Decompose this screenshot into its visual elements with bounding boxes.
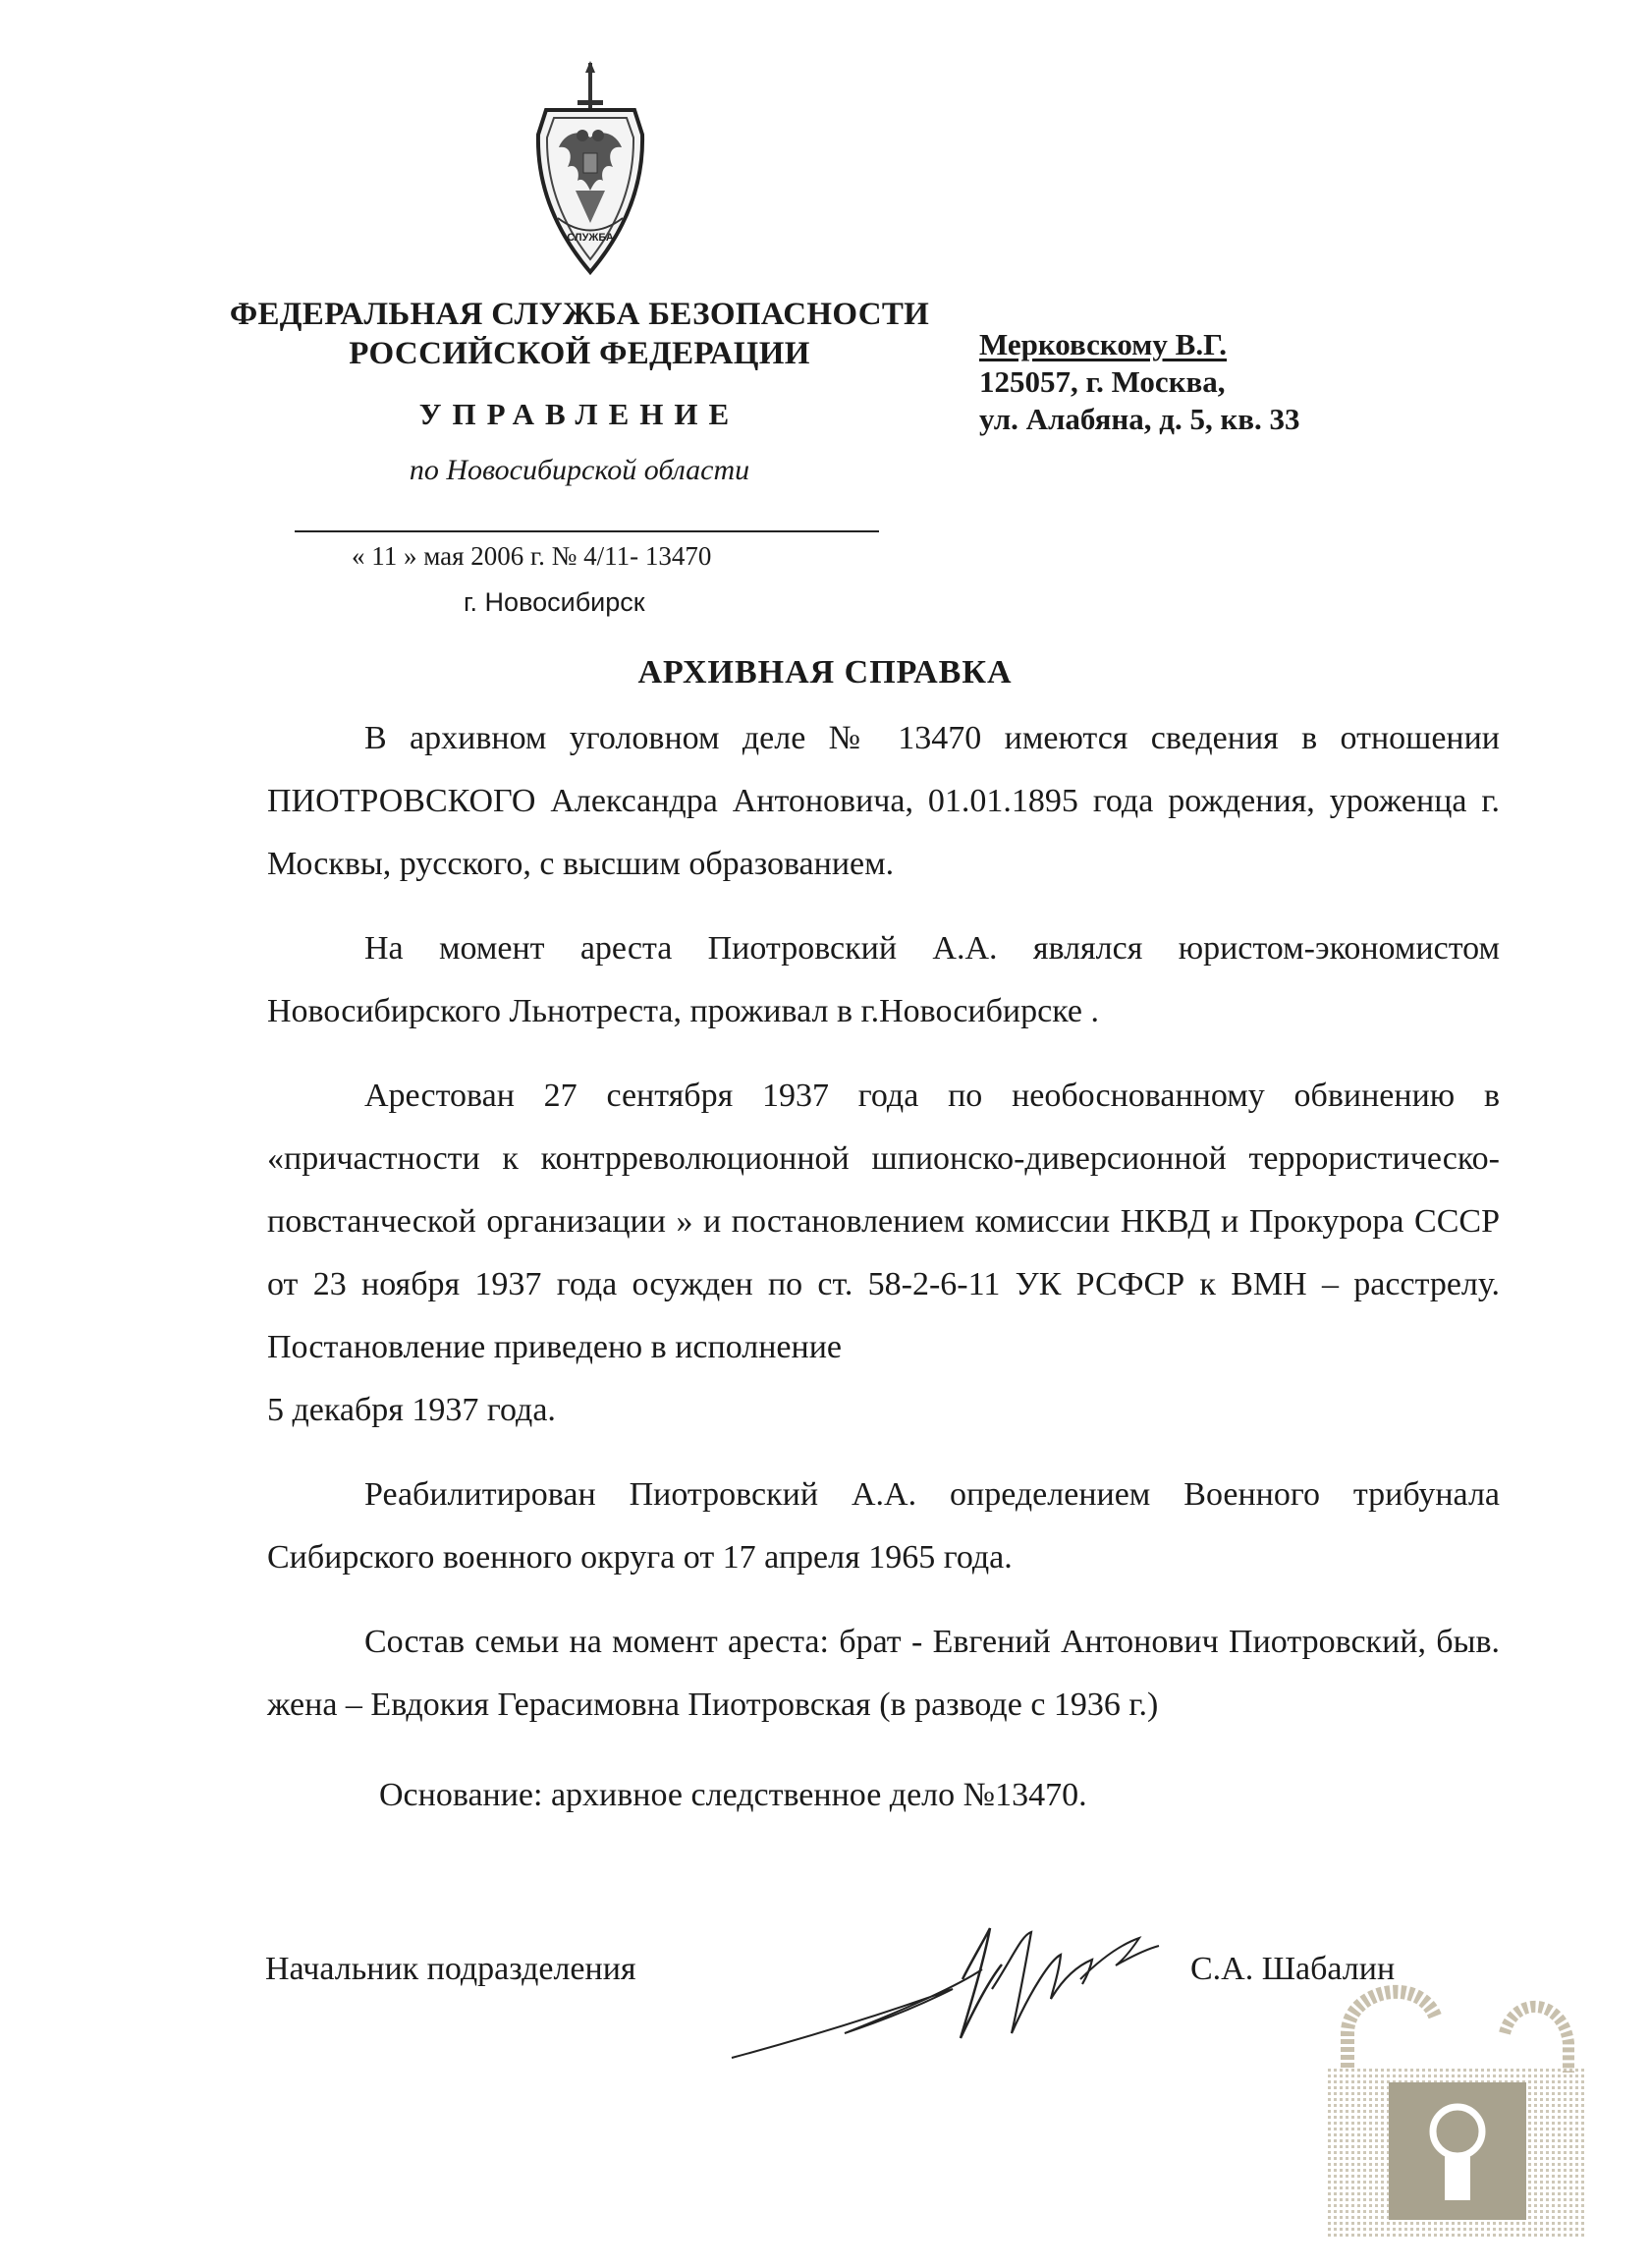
addressee-city: 125057, г. Москва,	[979, 364, 1226, 399]
header-divider	[295, 530, 879, 532]
paragraph-occupation: На момент ареста Пиотровский А.А. являлся юристом-экономистом Новосибирского Льнотреста, проживал в г.Новосибирске .	[267, 930, 1500, 1029]
department-region: по Новосибирской области	[409, 454, 750, 486]
signatory-name: С.А. Шабалин	[1190, 1951, 1396, 1987]
handwritten-signature-icon	[727, 1920, 1188, 2068]
sender-header	[216, 295, 943, 489]
org-name-line2: РОССИЙСКОЙ ФЕДЕРАЦИИ	[349, 336, 810, 371]
org-name-line1: ФЕДЕРАЛЬНАЯ СЛУЖБА БЕЗОПАСНОСТИ	[229, 297, 930, 332]
addressee-street: ул. Алабяна, д. 5, кв. 33	[979, 402, 1300, 436]
paragraph-execution-date: 5 декабря 1937 года.	[267, 1392, 556, 1428]
document-title: АРХИВНАЯ СПРАВКА	[637, 654, 1013, 691]
department-name: УПРАВЛЕНИЕ	[418, 397, 741, 431]
emblem-text: СЛУЖБА	[567, 232, 614, 244]
fsb-emblem-icon	[526, 61, 654, 277]
date-and-reference: « 11 » мая 2006 г. № 4/11- 13470	[352, 541, 712, 571]
padlock-seal-icon	[1328, 1974, 1585, 2240]
signatory-title: Начальник подразделения	[265, 1951, 636, 1987]
paragraph-rehabilitation: Реабилитирован Пиотровский А.А. определением Военного трибунала Сибирского военного округа от 17 апреля 1965 года.	[267, 1476, 1500, 1576]
paragraph-arrest: Арестован 27 сентября 1937 года по необоснованному обвинению в «причастности к контрреволюционной шпионско-диверсионной террористическо-повстанческой организации » и постановлением комиссии НКВД и Прокурора СССР от 23 ноября 1937 года осужден по ст. 58-2-6-11 УК РСФСР к ВМН – расстрелу. Постановление приведено в исполнение	[267, 1078, 1500, 1365]
document-body	[267, 707, 1500, 1849]
paragraph-case-info: В архивном уголовном деле № 13470 имеются сведения в отношении ПИОТРОВСКОГО Александра Антоновича, 01.01.1895 года рождения, уроженца г. Москвы, русского, с высшим образованием.	[267, 720, 1500, 882]
paragraph-family: Состав семьи на момент ареста: брат - Евгений Антонович Пиотровский, быв. жена – Евдокия Герасимовна Пиотровская (в разводе с 1936 г.)	[267, 1624, 1500, 1723]
addressee-block	[979, 326, 1300, 438]
issue-city: г. Новосибирск	[464, 587, 645, 617]
paragraph-basis: Основание: архивное следственное дело №13470.	[379, 1777, 1087, 1813]
addressee-name: Мерковскому В.Г.	[979, 327, 1228, 361]
